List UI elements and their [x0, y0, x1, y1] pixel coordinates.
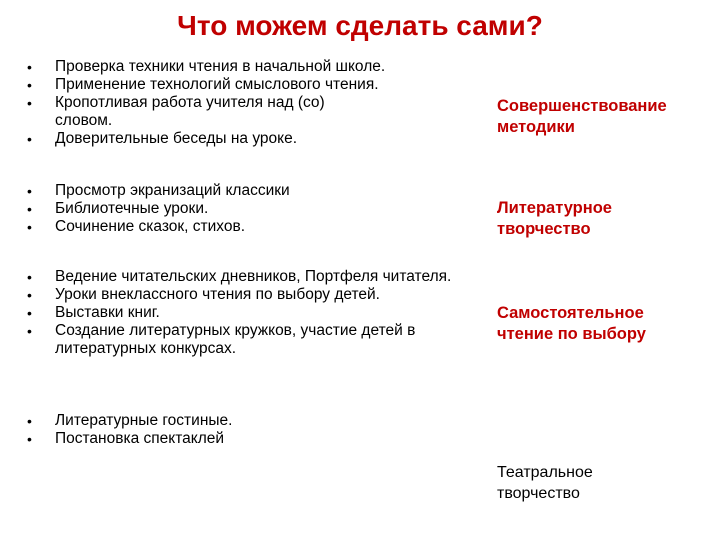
bullet: • [27, 305, 32, 321]
result-literary: Литературное творчество [497, 199, 612, 238]
page-title: Что можем сделать сами? [177, 10, 543, 41]
list-item [0, 430, 480, 448]
list-item [0, 268, 455, 286]
list-item [0, 200, 480, 218]
bullet: • [27, 431, 32, 447]
bullet: • [27, 95, 32, 111]
list-item [0, 412, 480, 430]
list-item [0, 58, 480, 76]
bullet: • [27, 77, 32, 93]
list-item-text: Постановка спектаклей [55, 430, 225, 447]
list-item-text: Проверка техники чтения в начальной школе. [55, 58, 386, 75]
result-independent: Самостоятельное чтение по выбору [497, 304, 646, 343]
bullet: • [27, 59, 32, 75]
bullet: • [27, 323, 32, 339]
list-item [0, 218, 480, 236]
bullet: • [27, 131, 32, 147]
bullet: • [27, 413, 32, 429]
list-item-text: Просмотр экранизаций классики [55, 182, 290, 199]
result-theatre: Театральное творчество [497, 464, 593, 502]
list-item-text: Кропотливая работа учителя над (со) словом. [55, 94, 325, 129]
activity-group-literary [0, 182, 480, 236]
list-item [0, 130, 480, 148]
activity-group-independent [0, 268, 480, 358]
list-item-text: Применение технологий смыслового чтения. [55, 76, 379, 93]
result-methodology: Совершенствование методики [497, 97, 667, 136]
list-item-text: Библиотечные уроки. [55, 200, 209, 217]
list-item [0, 94, 355, 130]
list-item [0, 182, 480, 200]
bullet: • [27, 201, 32, 217]
bullet: • [27, 183, 32, 199]
list-item-text: Выставки книг. [55, 304, 160, 321]
bullet: • [27, 219, 32, 235]
activity-group-theatre [0, 412, 480, 448]
list-item-text: Уроки внеклассного чтения по выбору детей. [55, 286, 380, 303]
list-item-text: Ведение читательских дневников, Портфеля читателя. [55, 268, 452, 285]
activity-group-methodology [0, 58, 480, 148]
list-item [0, 322, 460, 358]
list-item-text: Доверительные беседы на уроке. [55, 130, 298, 147]
list-item [0, 76, 480, 94]
bullet: • [27, 287, 32, 303]
list-item-text: Сочинение сказок, стихов. [55, 218, 246, 235]
list-item-text: Литературные гостиные. [55, 412, 233, 429]
list-item-text: Создание литературных кружков, участие детей в литературных конкурсах. [55, 322, 416, 357]
list-item [0, 304, 480, 322]
bullet: • [27, 269, 32, 285]
list-item [0, 286, 480, 304]
